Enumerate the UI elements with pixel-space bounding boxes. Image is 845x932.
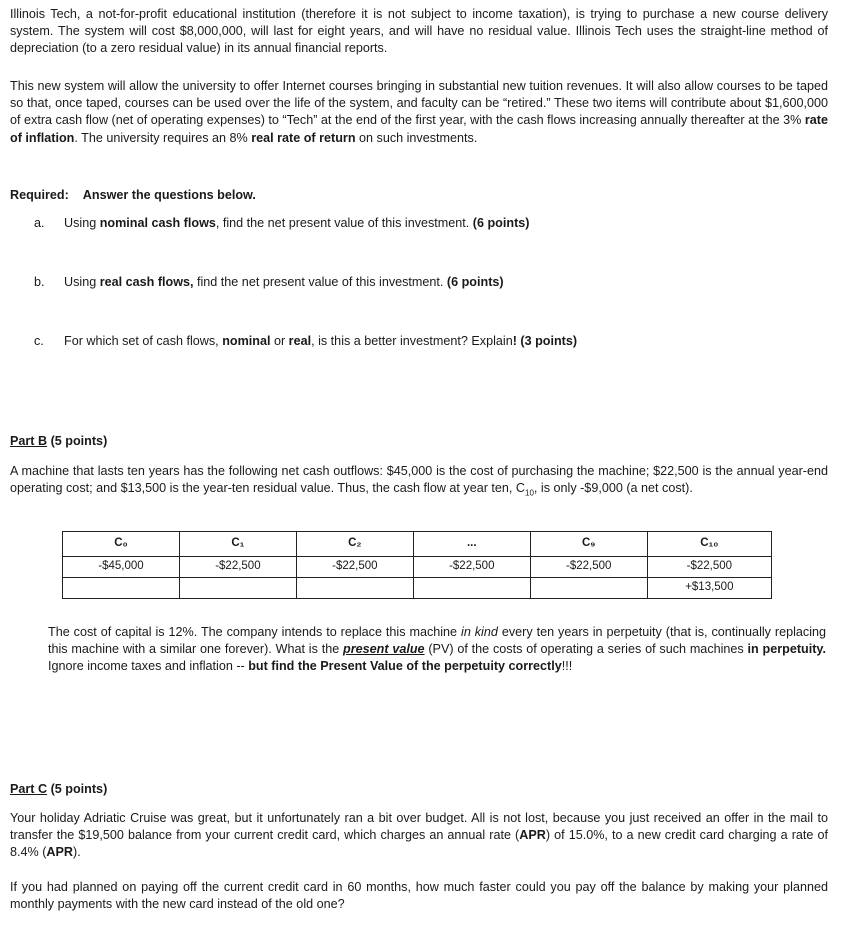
table-row [63,557,772,578]
header-cell: C₀ [63,532,180,557]
table-cell: -$22,500 [296,557,413,578]
header-cell: C₉ [530,532,647,557]
table-cell [63,578,180,599]
part-c-heading: Part C (5 points) [10,782,108,796]
part-c-question: If you had planned on paying off the current credit card in 60 months, how much faster could you pay off the balance by making your planned monthly payments with the new card instead of the old one? [10,880,828,912]
table-cell: -$22,500 [647,557,771,578]
header-cell: ... [413,532,530,557]
part-b-description: A machine that lasts ten years has the following net cash outflows: $45,000 is the cost of purchasing the machine; $22,500 is the annual year-end operating cost; and $13,500 is the year-ten residual value. Thus, the cash flow at year ten, $C_{10}$, is only -$9,000 (a net cost). [10,464,828,498]
table-cell: -$45,000 [63,557,180,578]
part-b-question: The cost of capital is 12%. The company intends to replace this machine in kind every ten years in perpetuity (that is, continually replacing this machine with a similar one forever). What is the present value (PV) of the costs of operating a series of such machines in perpetuity. Ignore income taxes and inflation -- but find the Present Value of the perpetuity correctly!!! [48,625,827,674]
table-cell: -$22,500 [179,557,296,578]
header-cell: C₁₀ [647,532,771,557]
table-cell: -$22,500 [530,557,647,578]
question-a: a. Using nominal cash flows, find the net present value of this investment. (6 points) [34,216,530,230]
cash-flow-table [62,531,772,599]
table-cell: -$22,500 [413,557,530,578]
table-cell [296,578,413,599]
header-cell: C₁ [179,532,296,557]
required-line: Required: Answer the questions below. [10,188,256,202]
question-c: c. For which set of cash flows, nominal or real, is this a better investment? Explain! (3 points) [34,334,578,348]
table-cell [530,578,647,599]
table-header-row [63,532,772,557]
table-cell [179,578,296,599]
intro-paragraph: Illinois Tech, a not-for-profit educational institution (therefore it is not subject to income taxation), is trying to purchase a new course delivery system. The system will cost $8,000,000, will last for eight years, and will have no residual value. Illinois Tech uses the straight-line method of depreciation (to a zero residual value) in its annual financial reports. [10,7,828,56]
part-b-heading: Part B (5 points) [10,434,108,448]
question-b: b. Using real cash flows, find the net present value of this investment. (6 points) [34,275,504,289]
part-c-paragraph: Your holiday Adriatic Cruise was great, but it unfortunately ran a bit over budget. All is not lost, because you just received an offer in the mail to transfer the $19,500 balance from your current credit card, which charges an annual rate (APR) of 15.0%, to a new credit card charging a rate of 8.4% (APR). [10,811,828,860]
table-cell [413,578,530,599]
revenue-paragraph: This new system will allow the university to offer Internet courses bringing in substantial new tuition revenues. It will also allow courses to be taped so that, once taped, courses can be used over the life of the system, and faculty can be “retired.” These two items will contribute about $1,600,000 of extra cash flow (net of operating expenses) to “Tech” at the end of the first year, with the cash flows increasing annually thereafter at the 3% rate of inflation. The university requires an 8% real rate of return on such investments. [10,79,828,145]
header-cell: C₂ [296,532,413,557]
table-cell: +$13,500 [647,578,771,599]
table-row [63,578,772,599]
